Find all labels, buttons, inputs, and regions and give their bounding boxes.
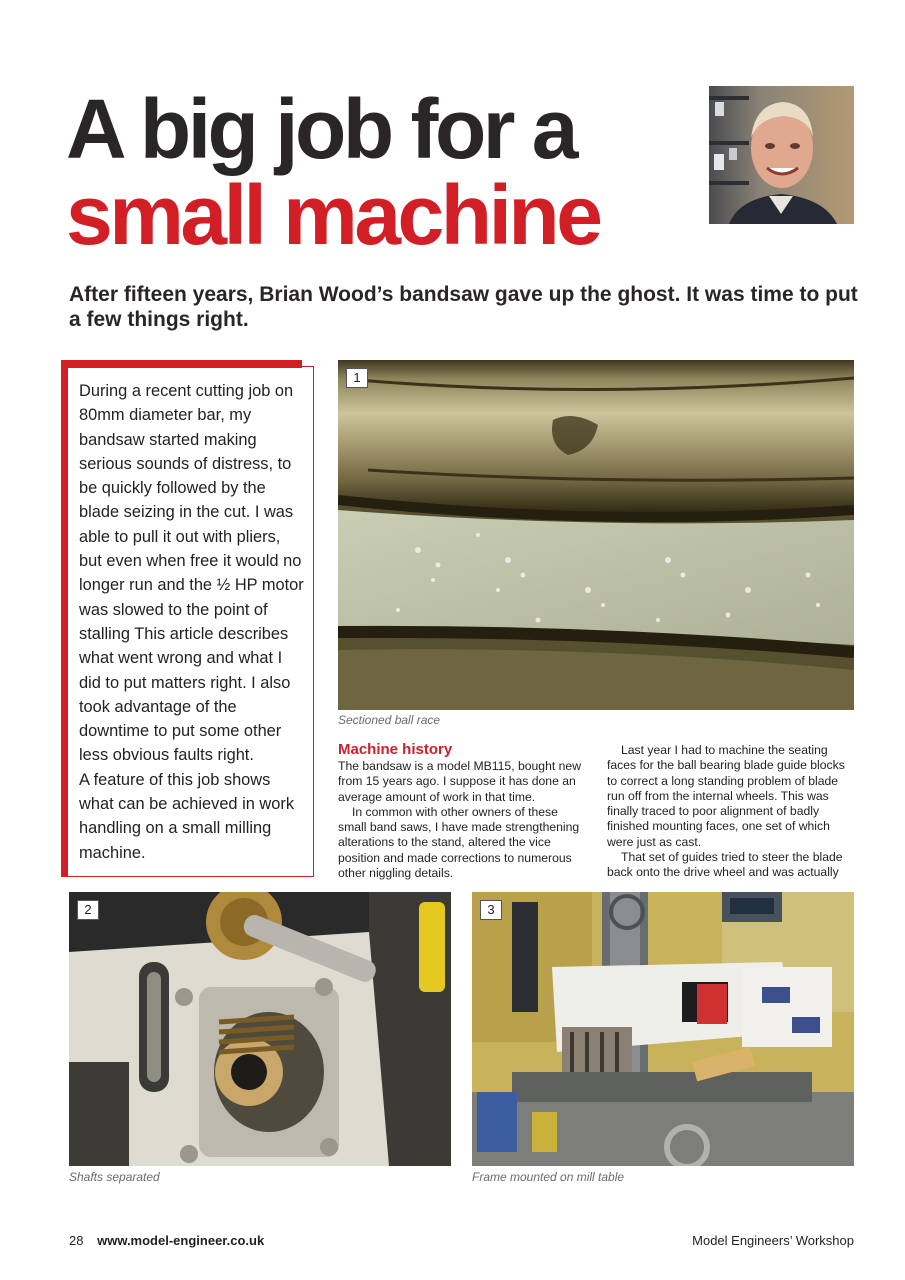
figure-3-caption: Frame mounted on mill table <box>472 1170 625 1184</box>
website-url[interactable]: www.model-engineer.co.uk <box>97 1233 265 1248</box>
magazine-title: Model Engineers’ Workshop <box>692 1233 854 1248</box>
body-column-1 <box>338 741 588 881</box>
intro-paragraph-1: During a recent cutting job on 80mm diameter bar, my bandsaw started making serious sounds of distress, to be quickly followed by the blade seizing in the cut. I was able to pull it out with pliers, but even when free it would no longer run and the ½ HP motor was slowed to the point of stalling This article describes what went wrong and what I did to put matters right. I also took advantage of the downtime to put some other less obvious faults right. <box>79 382 304 765</box>
figure-2-caption: Shafts separated <box>69 1170 160 1184</box>
author-portrait <box>709 86 854 224</box>
page-number: 28 <box>69 1233 84 1248</box>
figure-3-number: 3 <box>480 900 502 920</box>
figure-1-number: 1 <box>346 368 368 388</box>
headline-line-1: A big job for a <box>66 82 576 176</box>
figure-3-photo <box>472 892 854 1166</box>
section-heading: Machine history <box>338 741 453 758</box>
body-paragraph: Last year I had to machine the seating faces for the ball bearing blade guide blocks to correct a long standing problem of blade run off from the internal wheels. This was finally traced to poor alignment of badly finished mounting faces, one set of which were just as cast. <box>607 743 845 849</box>
figure-1-caption: Sectioned ball race <box>338 713 441 727</box>
headline-line-2: small machine <box>66 168 600 262</box>
body-paragraph: That set of guides tried to steer the blade back onto the drive wheel and was actually <box>607 850 843 880</box>
standfirst: After fifteen years, Brian Wood’s bandsaw gave up the ghost. It was time to put a few things right. <box>69 283 858 331</box>
body-column-2 <box>607 743 857 881</box>
figure-2-number: 2 <box>77 900 99 920</box>
figure-2-photo <box>69 892 451 1166</box>
body-paragraph: The bandsaw is a model MB115, bought new from 15 years ago. I suppose it has done an average amount of work in that time. <box>338 759 581 804</box>
intro-box <box>61 366 314 877</box>
page-footer <box>69 1232 854 1250</box>
figure-1-photo <box>338 360 854 710</box>
article-headline <box>66 82 686 262</box>
intro-paragraph-2: A feature of this job shows what can be achieved in work handling on a small milling machine. <box>79 770 295 862</box>
body-paragraph: In common with other owners of these small band saws, I have made strengthening alterations to the stand, altered the vice position and made corrections to numerous other niggling details. <box>338 804 580 881</box>
